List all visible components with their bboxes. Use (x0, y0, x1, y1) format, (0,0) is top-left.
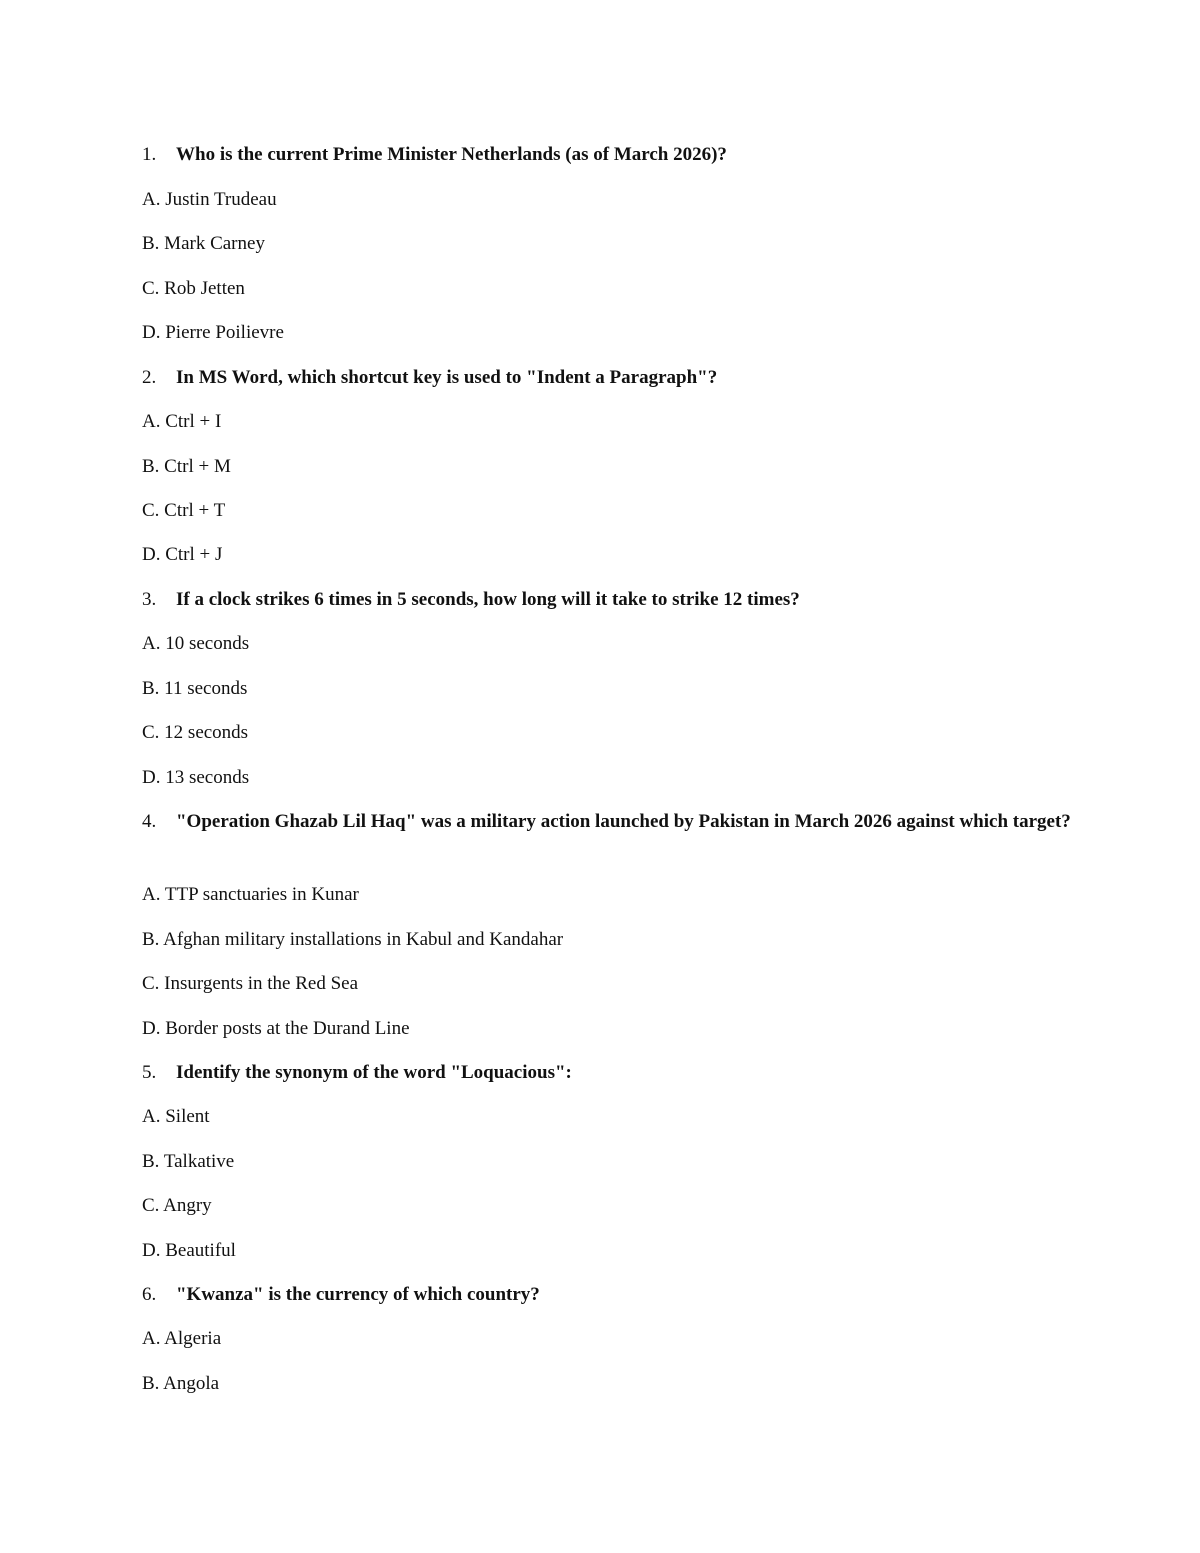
option-d: D. 13 seconds (142, 767, 250, 788)
option-b: B. Angola (142, 1373, 220, 1394)
option-b: B. 11 seconds (142, 678, 248, 699)
option-a: A. TTP sanctuaries in Kunar (142, 884, 359, 905)
option-d: D. Border posts at the Durand Line (142, 1018, 410, 1039)
option-c: C. 12 seconds (142, 722, 249, 743)
question-text: Identify the synonym of the word "Loquacious": (176, 1062, 572, 1083)
option-c: C. Angry (142, 1195, 212, 1216)
question-number: 2. (142, 367, 157, 388)
option-b: B. Afghan military installations in Kabul and Kandahar (142, 929, 564, 950)
option-a: A. Algeria (142, 1328, 222, 1349)
question-text: "Operation Ghazab Lil Haq" was a military action launched by Pakistan in March 2026 against which target? (176, 811, 1071, 832)
option-c: C. Rob Jetten (142, 278, 245, 299)
question-text: Who is the current Prime Minister Netherlands (as of March 2026)? (176, 144, 727, 165)
option-a: A. Silent (142, 1106, 210, 1127)
option-d: D. Pierre Poilievre (142, 322, 284, 343)
option-a: A. Ctrl + I (142, 411, 222, 432)
option-b: B. Ctrl + M (142, 456, 231, 477)
question-number: 6. (142, 1284, 157, 1305)
option-b: B. Mark Carney (142, 233, 265, 254)
option-a: A. 10 seconds (142, 633, 250, 654)
option-d: D. Beautiful (142, 1240, 236, 1261)
option-c: C. Insurgents in the Red Sea (142, 973, 359, 994)
question-number: 5. (142, 1062, 157, 1083)
question-text: "Kwanza" is the currency of which country? (176, 1284, 540, 1305)
option-c: C. Ctrl + T (142, 500, 226, 521)
question-number: 3. (142, 589, 157, 610)
option-a: A. Justin Trudeau (142, 189, 277, 210)
question-number: 1. (142, 144, 157, 165)
question-number: 4. (142, 811, 157, 832)
question-text: In MS Word, which shortcut key is used to "Indent a Paragraph"? (176, 367, 718, 388)
option-b: B. Talkative (142, 1151, 235, 1172)
option-d: D. Ctrl + J (142, 544, 223, 565)
question-text: If a clock strikes 6 times in 5 seconds, how long will it take to strike 12 times? (176, 589, 800, 610)
